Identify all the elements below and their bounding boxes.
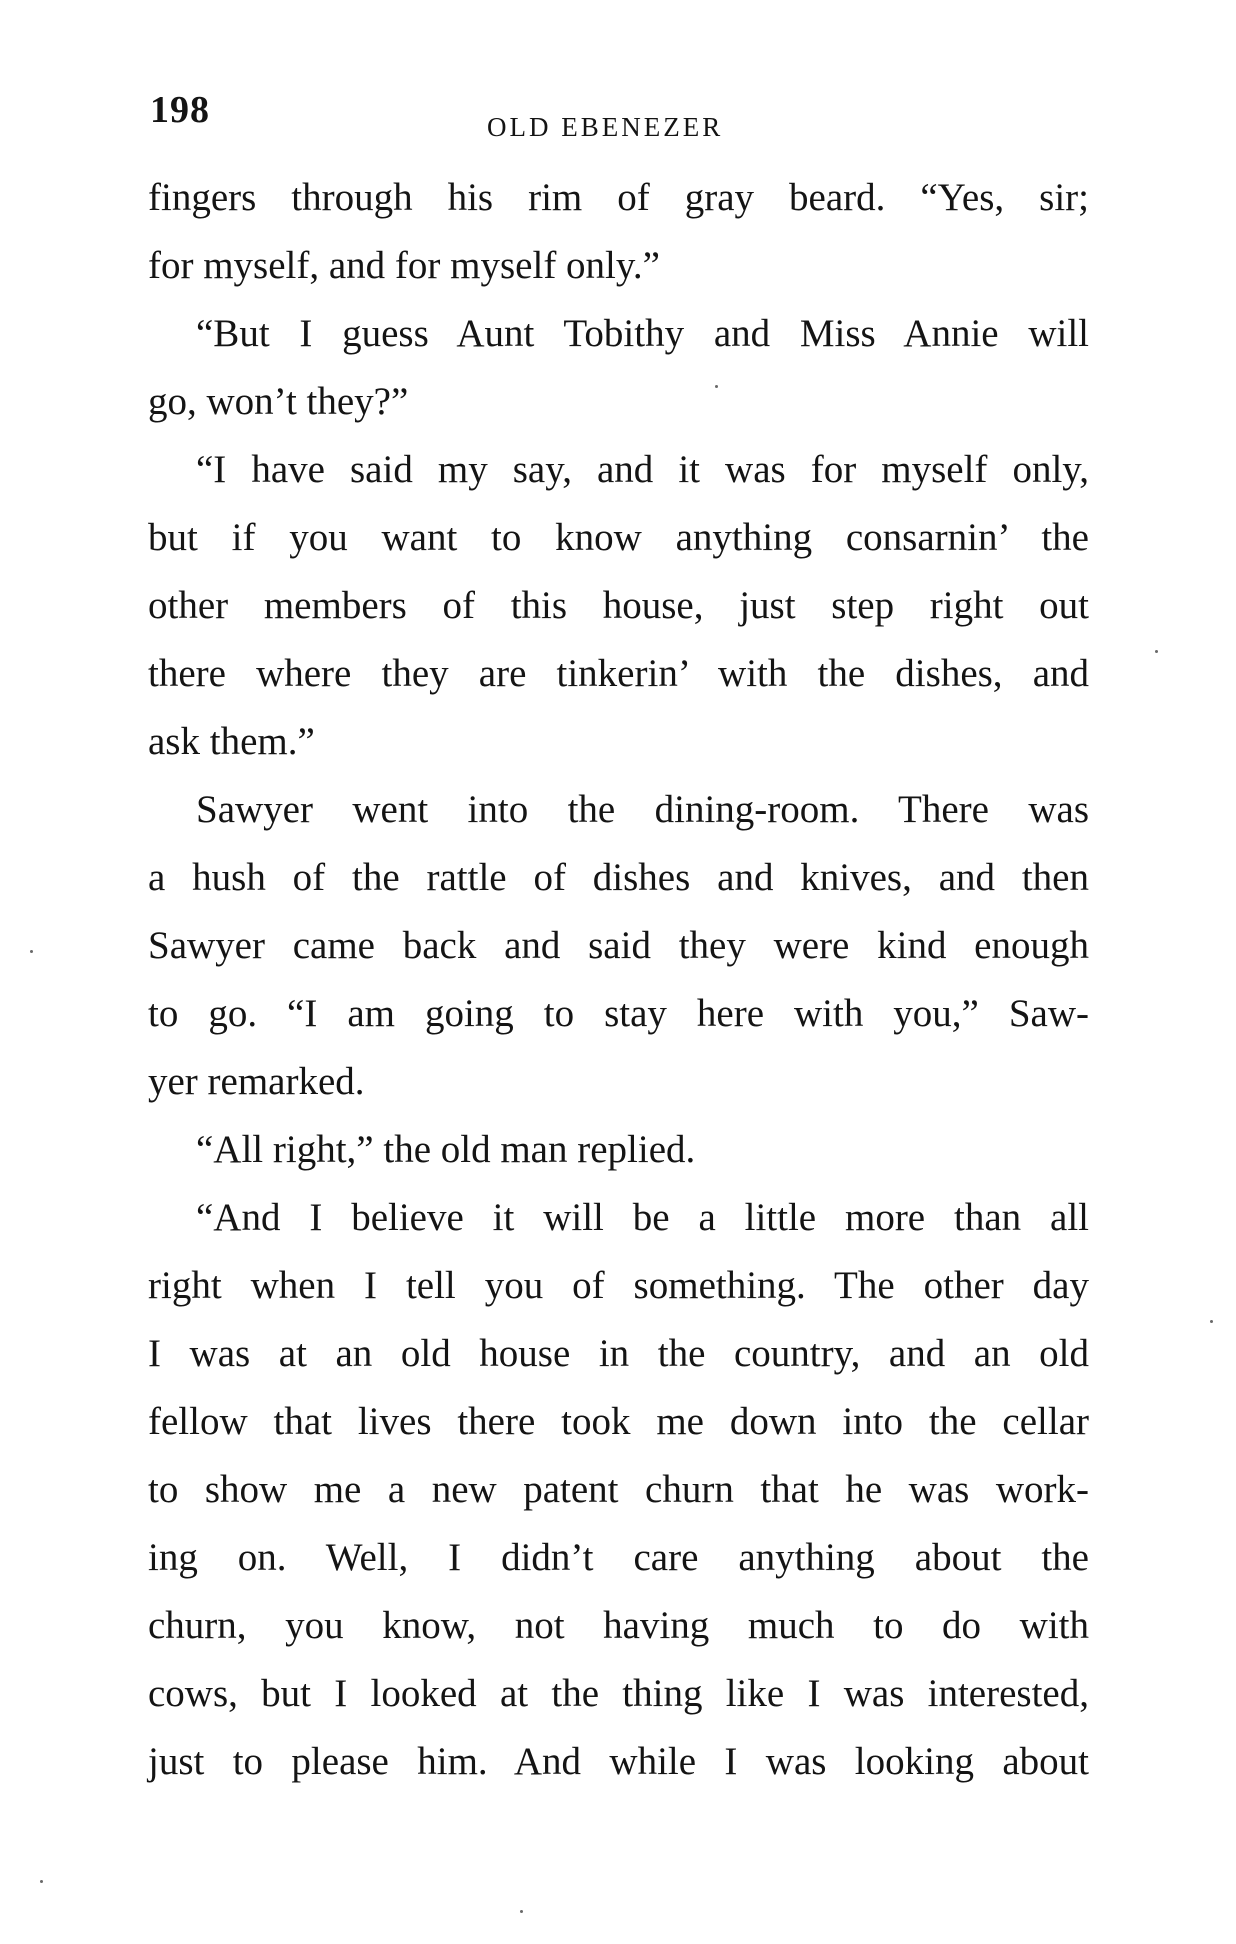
text-line: for myself, and for myself only.” — [148, 244, 660, 287]
scan-speck — [30, 950, 33, 953]
page-number: 198 — [150, 89, 210, 131]
text-line: “And I believe it will be a little more than all — [196, 1196, 1089, 1239]
scan-speck — [1210, 1320, 1213, 1323]
text-line: ask them.” — [148, 720, 315, 763]
text-line: to go. “I am going to stay here with you,” Saw- — [148, 992, 1089, 1035]
text-line: “All right,” the old man replied. — [196, 1128, 696, 1171]
text-line: Sawyer went into the dining-room. There was — [196, 788, 1089, 831]
running-title: OLD EBENEZER — [487, 112, 724, 142]
text-line: there where they are tinkerin’ with the dishes, and — [148, 652, 1089, 695]
text-line: churn, you know, not having much to do with — [148, 1604, 1089, 1647]
text-line: go, won’t they?” — [148, 380, 409, 423]
scan-speck — [1155, 650, 1158, 653]
text-line: I was at an old house in the country, and an old — [148, 1332, 1089, 1375]
scan-speck — [40, 1880, 43, 1883]
scan-speck — [520, 1910, 523, 1913]
text-line: to show me a new patent churn that he was work- — [148, 1468, 1089, 1511]
text-line: “I have said my say, and it was for myself only, — [196, 448, 1089, 491]
text-line: a hush of the rattle of dishes and knives, and then — [148, 856, 1089, 899]
text-line: Sawyer came back and said they were kind enough — [148, 924, 1089, 967]
scan-speck — [715, 385, 718, 388]
text-line: fellow that lives there took me down into the cellar — [148, 1400, 1089, 1443]
text-line: yer remarked. — [148, 1060, 365, 1103]
text-line: just to please him. And while I was looking about — [148, 1740, 1089, 1783]
text-line: fingers through his rim of gray beard. “Yes, sir; — [148, 176, 1089, 219]
text-line: “But I guess Aunt Tobithy and Miss Annie will — [196, 312, 1089, 355]
text-line: ing on. Well, I didn’t care anything about the — [148, 1536, 1089, 1579]
text-line: cows, but I looked at the thing like I was interested, — [148, 1672, 1089, 1715]
body-text — [148, 164, 1089, 1796]
text-line: right when I tell you of something. The other day — [148, 1264, 1089, 1307]
text-line: other members of this house, just step right out — [148, 584, 1089, 627]
text-line: but if you want to know anything consarnin’ the — [148, 516, 1089, 559]
